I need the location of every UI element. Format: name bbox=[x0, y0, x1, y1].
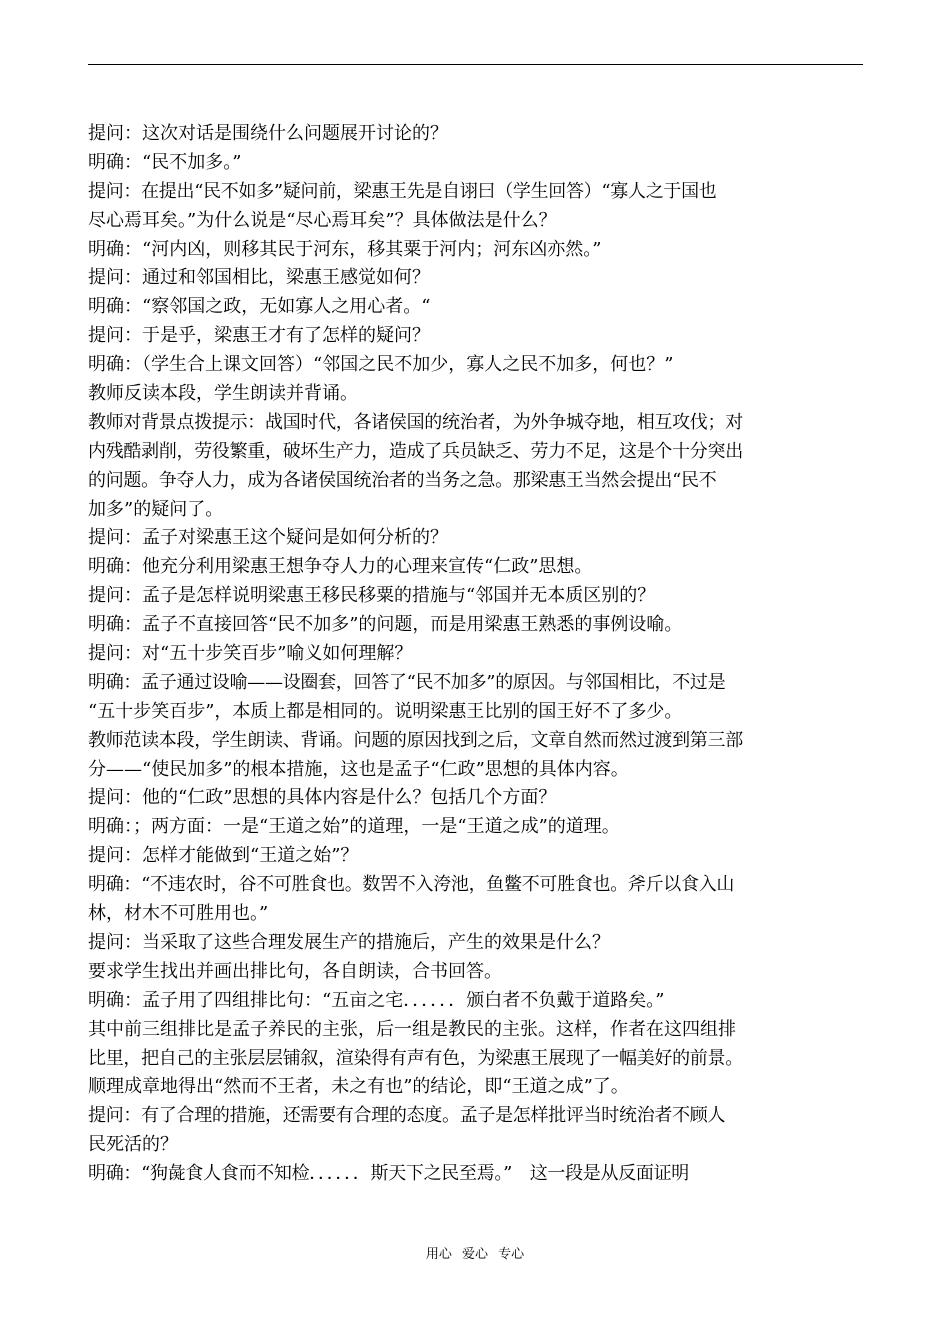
text-line: 民死活的？ bbox=[88, 1134, 178, 1156]
text-line: 其中前三组排比是孟子养民的主张，后一组是教民的主张。这样，作者在这四组排 bbox=[88, 1018, 736, 1040]
text-line: 教师对背景点拨提示：战国时代，各诸侯国的统治者，为外争城夺地，相互攻伐；对 bbox=[88, 411, 743, 433]
page-footer: 用心 爱心 专心 bbox=[425, 1247, 525, 1262]
text-line: 提问：于是乎，梁惠王才有了怎样的疑问？ bbox=[88, 325, 430, 347]
text-line: 提问：怎样才能做到“王道之始”？ bbox=[88, 845, 359, 867]
text-line: 明确：（学生合上课文回答）“邻国之民不加少，寡人之民不加多，何也？” bbox=[88, 354, 674, 376]
text-line: 明确：“察邻国之政，无如寡人之用心者。“ bbox=[88, 296, 431, 318]
text-line: 明确：“民不加多。” bbox=[88, 151, 242, 173]
text-line: 提问：孟子是怎样说明梁惠王移民移粟的措施与“邻国并无本质区别的？ bbox=[88, 585, 656, 607]
text-line: 明确：；两方面：一是“王道之始”的道理，一是“王道之成”的道理。 bbox=[88, 816, 620, 838]
text-line: 提问：通过和邻国相比，梁惠王感觉如何？ bbox=[88, 267, 430, 289]
text-line: 顺理成章地得出“然而不王者，未之有也”的结论，即“王道之成”了。 bbox=[88, 1076, 629, 1098]
text-line: 林，材木不可胜用也。” bbox=[88, 903, 269, 925]
text-line: 教师范读本段，学生朗读、背诵。问题的原因找到之后，文章自然而然过渡到第三部 bbox=[88, 729, 743, 751]
text-line: 明确：“河内凶，则移其民于河东，移其粟于河内；河东凶亦然。” bbox=[88, 238, 602, 260]
text-line: 明确：孟子用了四组排比句：“五亩之宅．．．．．．颁白者不负戴于道路矣。” bbox=[88, 989, 665, 1011]
text-line: “五十步笑百步”，本质上都是相同的。说明梁惠王比别的国王好不了多少。 bbox=[88, 700, 683, 722]
text-line: 提问：孟子对梁惠王这个疑问是如何分析的？ bbox=[88, 527, 448, 549]
text-line: 明确：孟子通过设喻——设圈套，回答了“民不加多”的原因。与邻国相比，不过是 bbox=[88, 671, 726, 693]
text-line: 提问：他的“仁政”思想的具体内容是什么？包括几个方面？ bbox=[88, 787, 557, 809]
text-line: 明确：“不违农时，谷不可胜食也。数罟不入洿池，鱼鳖不可胜食也。斧斤以食入山 bbox=[88, 874, 735, 896]
text-line: 明确：孟子不直接回答“民不加多”的问题，而是用梁惠王熟悉的事例设喻。 bbox=[88, 614, 683, 636]
text-line: 的问题。争夺人力，成为各诸侯国统治者的当务之急。那梁惠王当然会提出“民不 bbox=[88, 469, 717, 491]
text-line: 要求学生找出并画出排比句，各自朗读，合书回答。 bbox=[88, 960, 502, 982]
header-rule bbox=[88, 64, 863, 65]
text-line: 内残酷剥削，劳役繁重，破坏生产力，造成了兵员缺乏、劳力不足，这是个十分突出 bbox=[88, 440, 743, 462]
document-body bbox=[88, 120, 863, 1189]
text-line: 提问：对“五十步笑百步”喻义如何理解？ bbox=[88, 643, 413, 665]
text-line: 明确：“狗彘食人食而不知检．．．．．．斯天下之民至焉。” 这一段是从反面证明 bbox=[88, 1163, 690, 1185]
text-line: 比里，把自己的主张层层铺叙，渲染得有声有色，为梁惠王展现了一幅美好的前景。 bbox=[88, 1047, 743, 1069]
text-line: 提问：有了合理的措施，还需要有合理的态度。孟子是怎样批评当时统治者不顾人 bbox=[88, 1105, 726, 1127]
text-line: 明确：他充分利用梁惠王想争夺人力的心理来宣传“仁政”思想。 bbox=[88, 556, 593, 578]
text-line: 提问：当采取了这些合理发展生产的措施后，产生的效果是什么？ bbox=[88, 931, 610, 953]
text-line: 分——“使民加多”的根本措施，这也是孟子“仁政”思想的具体内容。 bbox=[88, 758, 629, 780]
text-line: 提问：这次对话是围绕什么问题展开讨论的？ bbox=[88, 123, 448, 144]
text-line: 教师反读本段，学生朗读并背诵。 bbox=[88, 383, 358, 405]
text-line: 尽心焉耳矣。”为什么说是“尽心焉耳矣”？具体做法是什么？ bbox=[88, 209, 557, 231]
text-line: 加多”的疑问了。 bbox=[88, 498, 224, 520]
text-line: 提问：在提出“民不如多”疑问前，梁惠王先是自诩曰（学生回答）“寡人之于国也 bbox=[88, 180, 717, 202]
